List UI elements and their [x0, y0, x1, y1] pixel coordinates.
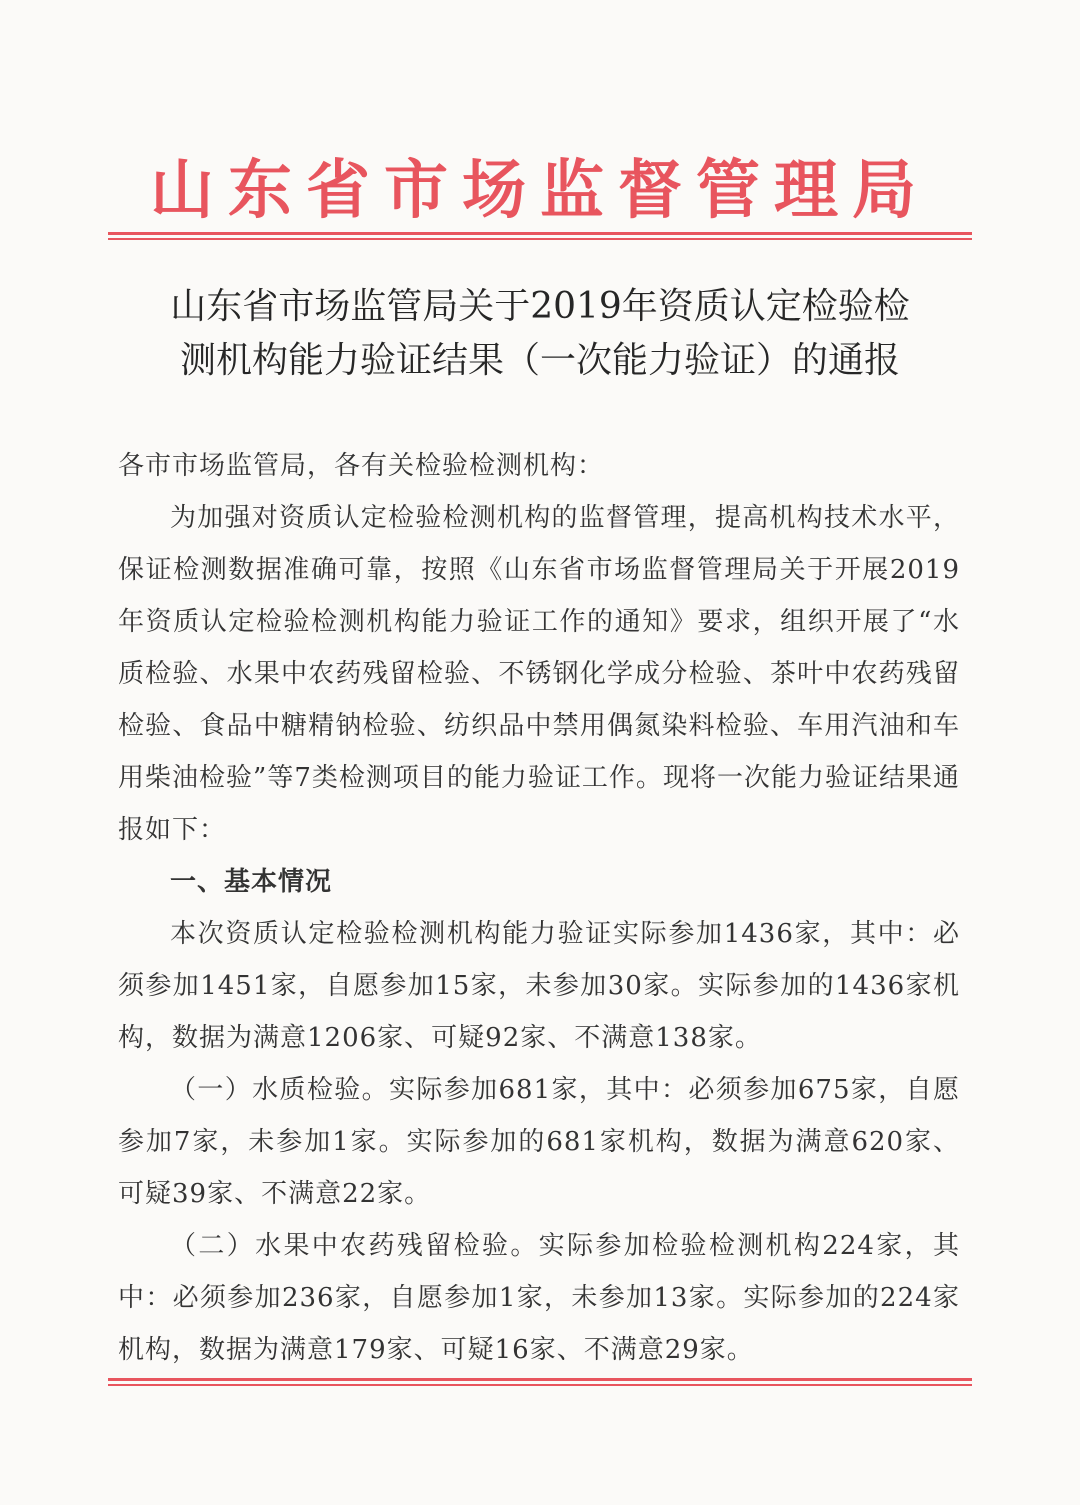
item-2-paragraph: （二）水果中农药残留检验。实际参加检验检测机构224家，其中：必须参加236家，自愿参加1家，未参加13家。实际参加的224家机构，数据为满意179家、可疑16家、不满意29家。: [118, 1231, 960, 1365]
masthead-divider: [108, 232, 972, 240]
document-body: [118, 440, 960, 1376]
item-1-paragraph: （一）水质检验。实际参加681家，其中：必须参加675家，自愿参加7家，未参加1家。实际参加的681家机构，数据为满意620家、可疑39家、不满意22家。: [118, 1075, 960, 1209]
document-title: [108, 280, 972, 388]
document-title-line-2: 测机构能力验证结果（一次能力验证）的通报: [179, 340, 900, 381]
footer-divider: [108, 1378, 972, 1386]
document-title-line-1: 山东省市场监管局关于2019年资质认定检验检: [170, 286, 910, 327]
section-1-heading: 一、基本情况: [170, 867, 333, 897]
divider-thin-line: [108, 238, 972, 240]
intro-paragraph: 为加强对资质认定检验检测机构的监督管理，提高机构技术水平，保证检测数据准确可靠，按照《山东省市场监督管理局关于开展2019年资质认定检验检测机构能力验证工作的通知》要求，组织开展了“水质检验、水果中农药残留检验、不锈钢化学成分检验、茶叶中农药残留检验、食品中糖精钠检验、纺织品中禁用偶氮染料检验、车用汽油和车用柴油检验”等7类检测项目的能力验证工作。现将一次能力验证结果通报如下：: [118, 503, 960, 845]
footer-divider-thick-line: [108, 1378, 972, 1381]
divider-thick-line: [108, 232, 972, 235]
footer-divider-thin-line: [108, 1384, 972, 1386]
salutation: 各市市场监管局，各有关检验检测机构：: [118, 451, 605, 481]
masthead-title: 山东省市场监督管理局: [150, 153, 930, 228]
section-1-paragraph: 本次资质认定检验检测机构能力验证实际参加1436家，其中：必须参加1451家，自愿参加15家，未参加30家。实际参加的1436家机构，数据为满意1206家、可疑92家、不满意138家。: [118, 919, 960, 1053]
